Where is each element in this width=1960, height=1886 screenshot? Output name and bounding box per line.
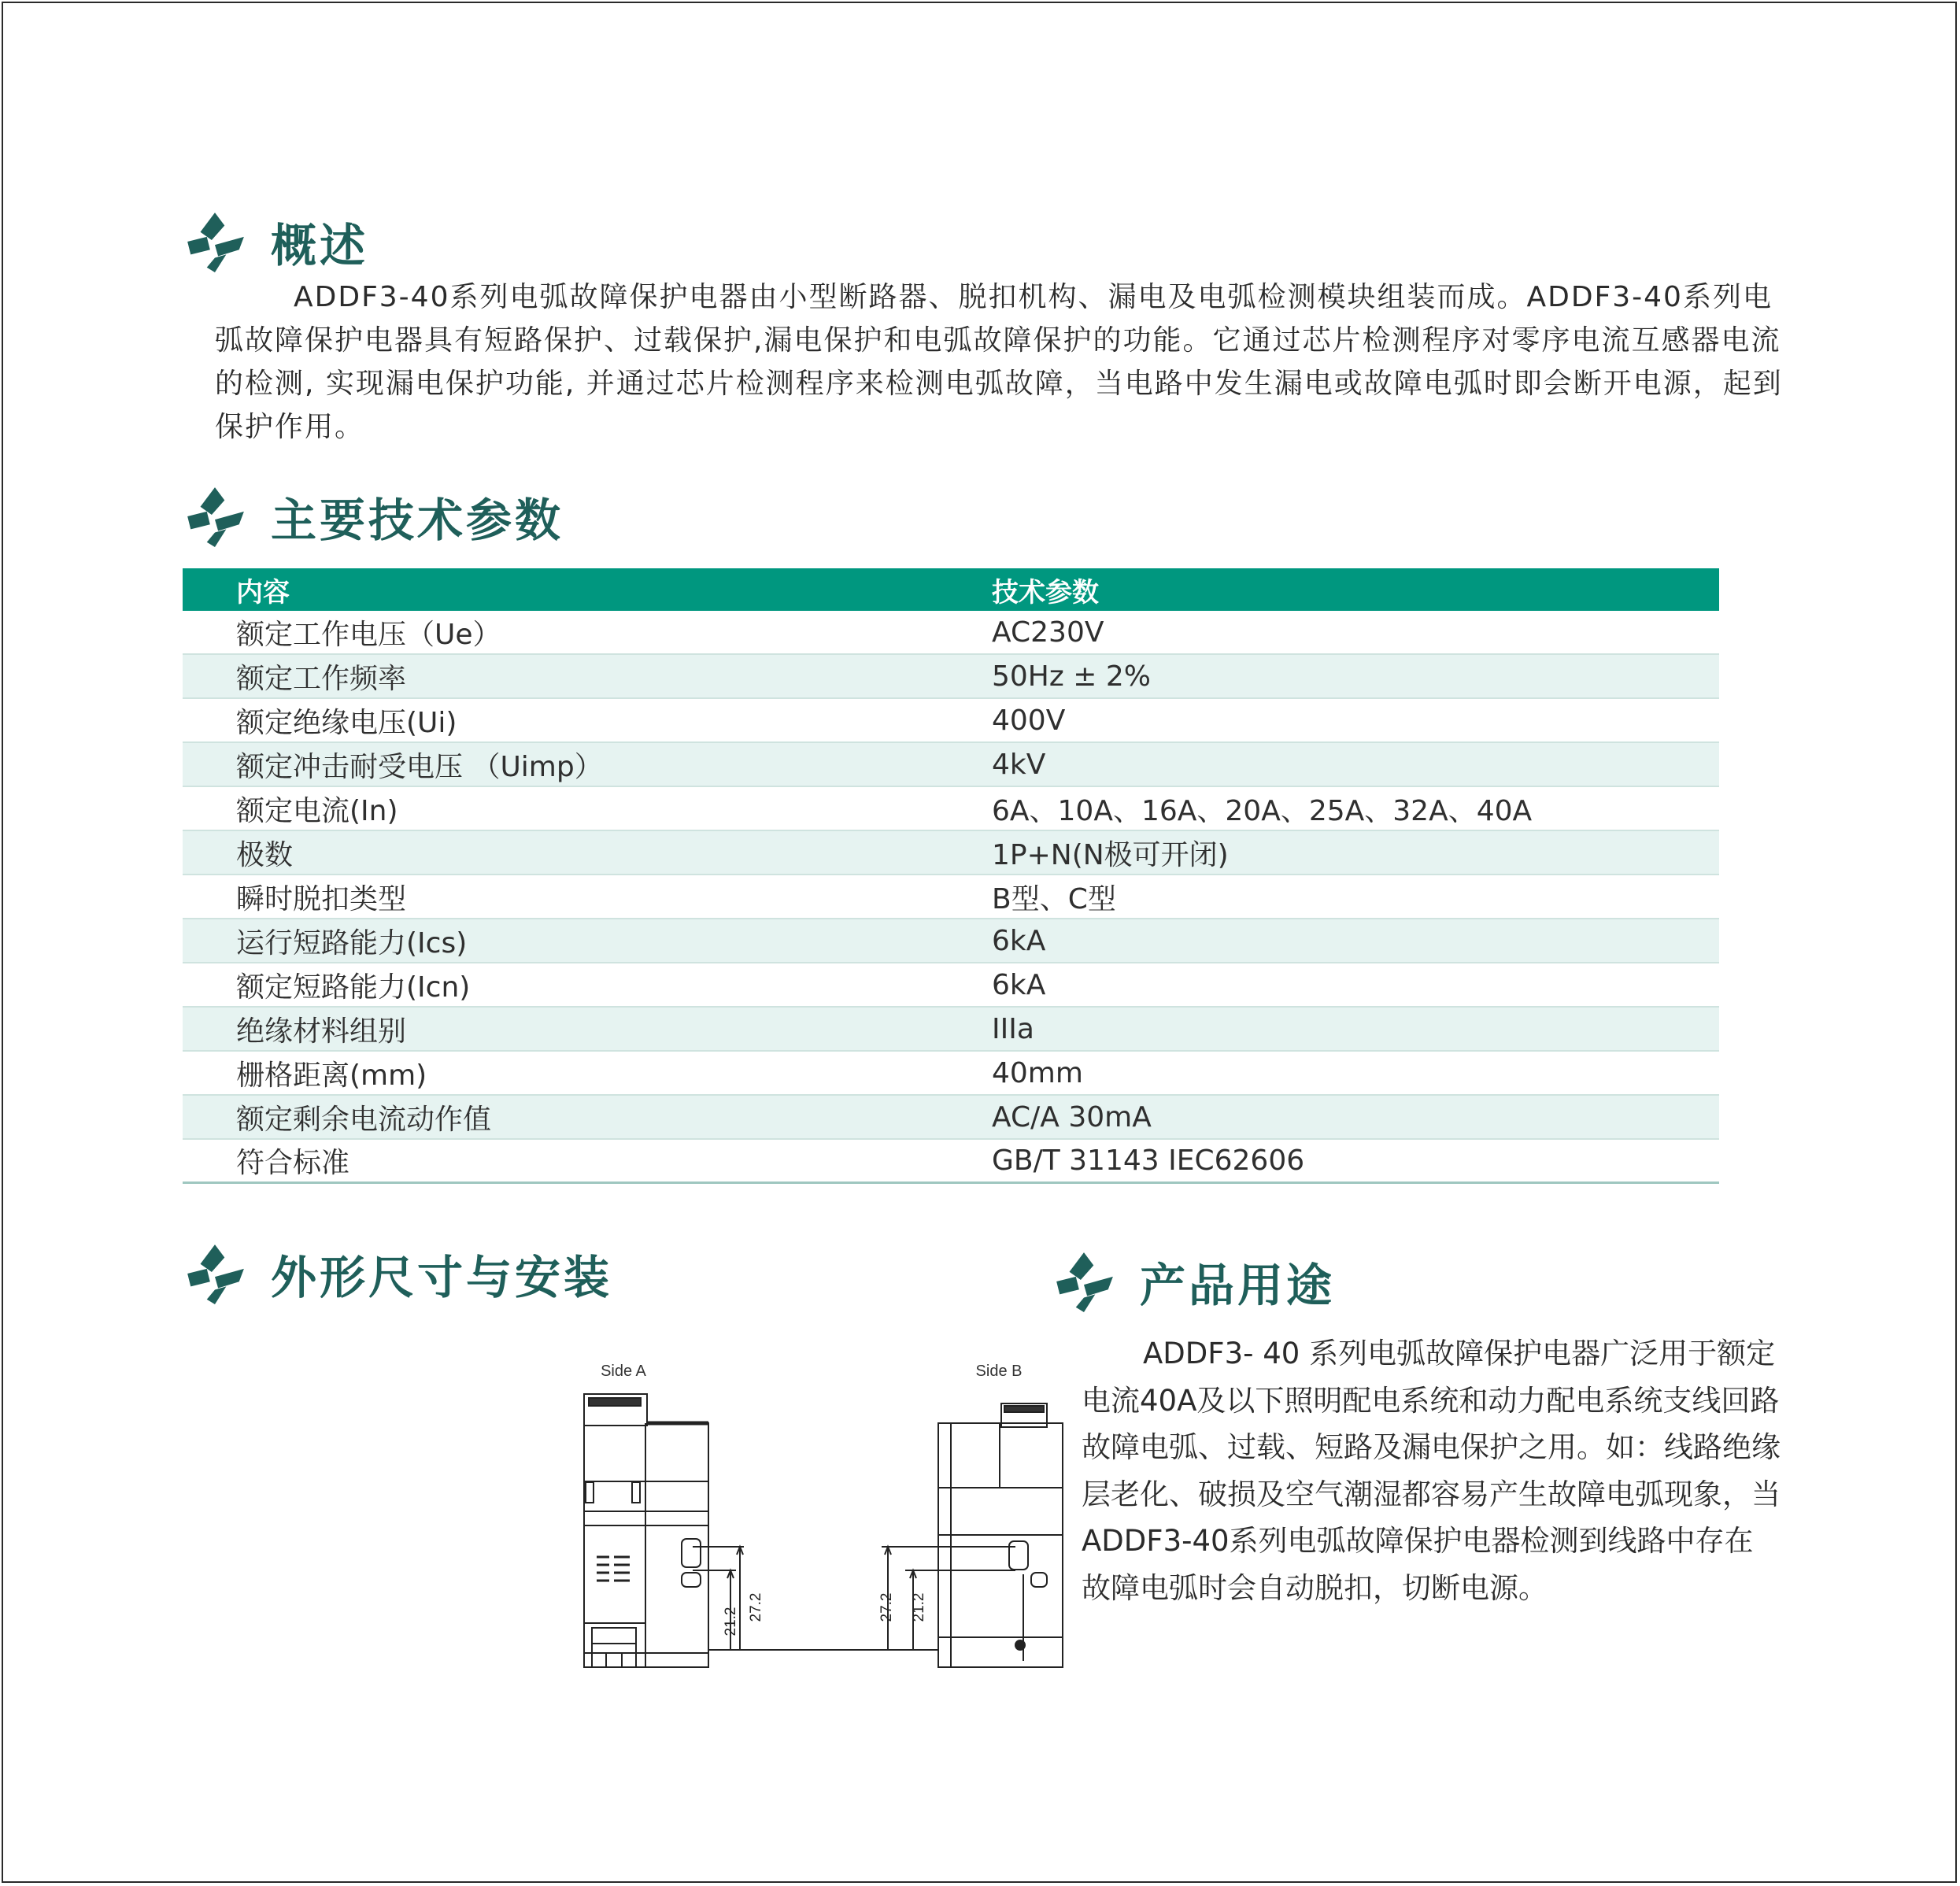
spec-item: 运行短路能力(Ics) <box>236 926 468 960</box>
usage-text: ADDF3- 40 系列电弧故障保护电器广泛用于额定电流40A及以下照明配电系统和动力配电系统支线回路故障电弧、过载、短路及漏电保护之用。如：线路绝缘层老化、破损及空气潮湿都容易产生故障电弧现象，当ADDF3-40系列电弧故障保护电器检测到线路中存在故障电弧时会自动脱扣，切断电源。 <box>1082 1337 1781 1605</box>
overview-paragraph <box>215 276 1789 449</box>
spec-item: 额定剩余电流动作值 <box>236 1103 492 1136</box>
spec-item: 绝缘材料组别 <box>236 1015 407 1048</box>
overview-text: ADDF3-40系列电弧故障保护电器由小型断路器、脱扣机构、漏电及电弧检测模块组装而成。ADDF3-40系列电弧故障保护电器具有短路保护、过载保护,漏电保护和电弧故障保护的功能。它通过芯片检测程序对零序电流互感器电流的检测, 实现漏电保护功能, 并通过芯片检测程序来检测电弧故障，当电路中发生漏电或故障电弧时即会断开电源，起到保护作用。 <box>215 281 1783 443</box>
spec-row <box>183 787 1719 831</box>
spec-value: 50Hz ± 2% <box>992 660 1151 693</box>
spec-value: 4kV <box>992 748 1046 781</box>
side-a-dim-outer: 27.2 <box>748 1592 764 1622</box>
side-b-dim-outer: 27.2 <box>878 1592 895 1622</box>
spec-value: AC230V <box>992 616 1104 649</box>
spec-value: 6kA <box>992 924 1046 957</box>
side-a-dim-inner: 21.2 <box>723 1607 739 1636</box>
specs-title: 主要技术参数 <box>271 494 564 547</box>
overview-title: 概述 <box>271 219 369 272</box>
spec-item: 额定短路能力(Icn) <box>236 971 471 1004</box>
header-item: 内容 <box>236 576 290 608</box>
spec-item: 额定工作频率 <box>236 662 407 695</box>
header-value: 技术参数 <box>992 576 1099 608</box>
leaf-logo-icon <box>183 209 247 274</box>
spec-value: 1P+N(N极可开闭) <box>992 838 1229 871</box>
spec-row <box>183 919 1719 963</box>
side-a-label: Side A <box>601 1363 646 1380</box>
spec-table-header <box>183 568 1719 611</box>
spec-value: B型、C型 <box>992 882 1116 915</box>
overview-heading <box>183 209 368 275</box>
spec-item: 符合标准 <box>236 1147 350 1179</box>
spec-row <box>183 1096 1719 1140</box>
spec-item: 额定电流(In) <box>236 794 398 827</box>
spec-value: 40mm <box>992 1056 1083 1089</box>
spec-row <box>183 831 1719 875</box>
spec-row <box>183 699 1719 743</box>
side-b-dim-inner: 21.2 <box>911 1592 927 1622</box>
usage-heading <box>1052 1248 1335 1315</box>
spec-item: 额定冲击耐受电压 （Uimp） <box>236 750 603 783</box>
spec-item: 额定工作电压（Ue） <box>236 618 501 651</box>
spec-row <box>183 611 1719 655</box>
spec-value: AC/A 30mA <box>992 1100 1152 1133</box>
spec-row <box>183 743 1719 787</box>
spec-value: IIIa <box>992 1012 1034 1045</box>
spec-value: 6kA <box>992 968 1046 1001</box>
spec-row <box>183 1140 1719 1184</box>
spec-value: 6A、10A、16A、20A、25A、32A、40A <box>992 794 1533 827</box>
usage-title: 产品用途 <box>1140 1259 1336 1312</box>
side-b-label: Side B <box>975 1363 1023 1380</box>
specs-heading <box>183 483 564 549</box>
spec-item: 栅格距离(mm) <box>236 1059 427 1092</box>
spec-value: 400V <box>992 704 1066 737</box>
spec-table <box>183 568 1719 1184</box>
leaf-logo-icon <box>183 484 247 549</box>
spec-item: 极数 <box>236 838 294 871</box>
spec-value: GB/T 31143 IEC62606 <box>992 1145 1305 1177</box>
spec-row <box>183 1008 1719 1052</box>
leaf-logo-icon <box>1052 1249 1116 1314</box>
spec-row <box>183 875 1719 919</box>
spec-row <box>183 655 1719 699</box>
spec-item: 瞬时脱扣类型 <box>236 882 407 915</box>
dimensions-heading <box>183 1241 612 1307</box>
usage-paragraph <box>1082 1330 1782 1611</box>
leaf-logo-icon <box>183 1241 247 1306</box>
spec-row <box>183 1052 1719 1096</box>
spec-table-body <box>183 611 1719 1184</box>
dimensions-title: 外形尺寸与安装 <box>271 1251 613 1304</box>
spec-row <box>183 963 1719 1008</box>
spec-item: 额定绝缘电压(Ui) <box>236 706 457 739</box>
